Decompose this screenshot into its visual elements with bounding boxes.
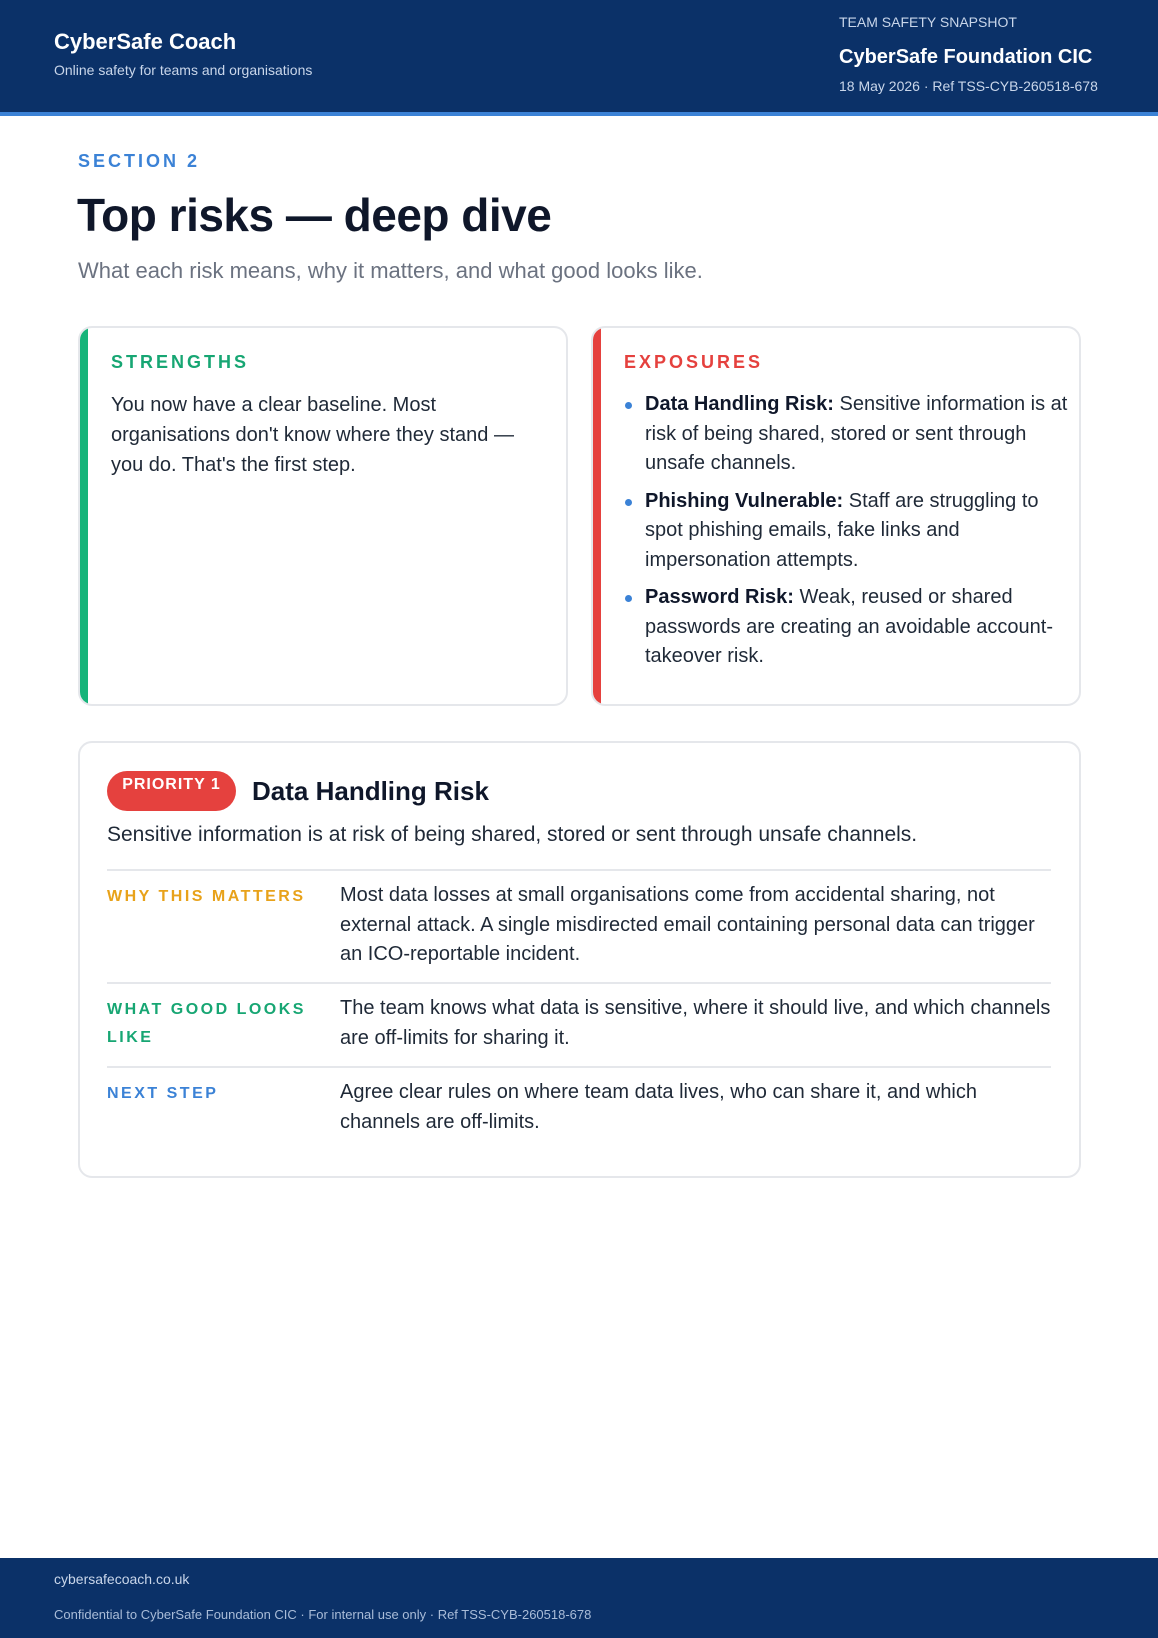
strengths-panel (78, 326, 568, 706)
report-header (0, 0, 1158, 116)
bullet-dot-icon (625, 499, 632, 506)
detail-row-next (107, 1066, 1051, 1133)
exposures-accent-bar (593, 328, 601, 704)
exposure-name: Data Handling Risk: (645, 393, 834, 415)
footer-site: cybersafecoach.co.uk (54, 1571, 190, 1587)
priority-card (78, 741, 1081, 1178)
detail-row-good (107, 982, 1051, 1049)
bullet-dot-icon (625, 402, 632, 409)
priority-title: Data Handling Risk (252, 776, 489, 806)
next-text: Agree clear rules on where team data lives, who can share it, and which channels are off-limits. (340, 1081, 978, 1133)
report-kicker: TEAM SAFETY SNAPSHOT (839, 14, 1017, 30)
section-kicker: SECTION 2 (78, 151, 201, 171)
list-item (624, 583, 1069, 672)
detail-row-why (107, 869, 1051, 965)
exposure-text: Weak, reused or shared passwords are creating an avoidable account-takeover risk. (645, 586, 1054, 667)
strengths-text: You now have a clear baseline. Most organisations don't know where they stand — you do. That's the first step. (111, 394, 514, 476)
exposure-list (624, 390, 1069, 680)
next-label: NEXT STEP (107, 1085, 219, 1102)
report-footer (0, 1558, 1158, 1638)
good-text: The team knows what data is sensitive, where it should live, and which channels are off-limits for sharing it. (340, 997, 1051, 1049)
list-item (624, 390, 1069, 479)
why-text: Most data losses at small organisations come from accidental sharing, not external attack. A single misdirected email containing personal data can trigger an ICO-reportable incident. (340, 884, 1035, 965)
exposures-panel (591, 326, 1081, 706)
exposure-name: Phishing Vulnerable: (645, 489, 844, 512)
priority-summary: Sensitive information is at risk of being shared, stored or sent through unsafe channels. (107, 823, 918, 846)
page-subtitle: What each risk means, why it matters, and what good looks like. (78, 258, 703, 283)
strengths-accent-bar (80, 328, 88, 704)
organisation-name: CyberSafe Foundation CIC (839, 46, 1093, 68)
bullet-dot-icon (625, 595, 632, 602)
brand-title: CyberSafe Coach (54, 29, 237, 54)
page-title: Top risks — deep dive (77, 189, 552, 241)
strengths-heading: STRENGTHS (111, 352, 250, 372)
exposure-text: Sensitive information is at risk of being shared, stored or sent through unsafe channels. (645, 393, 1068, 474)
priority-badge: PRIORITY 1 (107, 771, 236, 811)
brand-subtitle: Online safety for teams and organisations (54, 62, 313, 78)
footer-note: Confidential to CyberSafe Foundation CIC · For internal use only · Ref TSS-CYB-260518-678 (54, 1607, 592, 1622)
good-label: WHAT GOOD LOOKS LIKE (107, 1001, 306, 1046)
exposure-text: Staff are struggling to spot phishing emails, fake links and impersonation attempts. (645, 489, 1039, 571)
list-item (624, 487, 1069, 576)
why-label: WHY THIS MATTERS (107, 888, 306, 905)
exposure-name: Password Risk: (645, 586, 794, 608)
exposures-heading: EXPOSURES (624, 352, 764, 372)
report-meta: 18 May 2026 · Ref TSS-CYB-260518-678 (839, 78, 1098, 94)
